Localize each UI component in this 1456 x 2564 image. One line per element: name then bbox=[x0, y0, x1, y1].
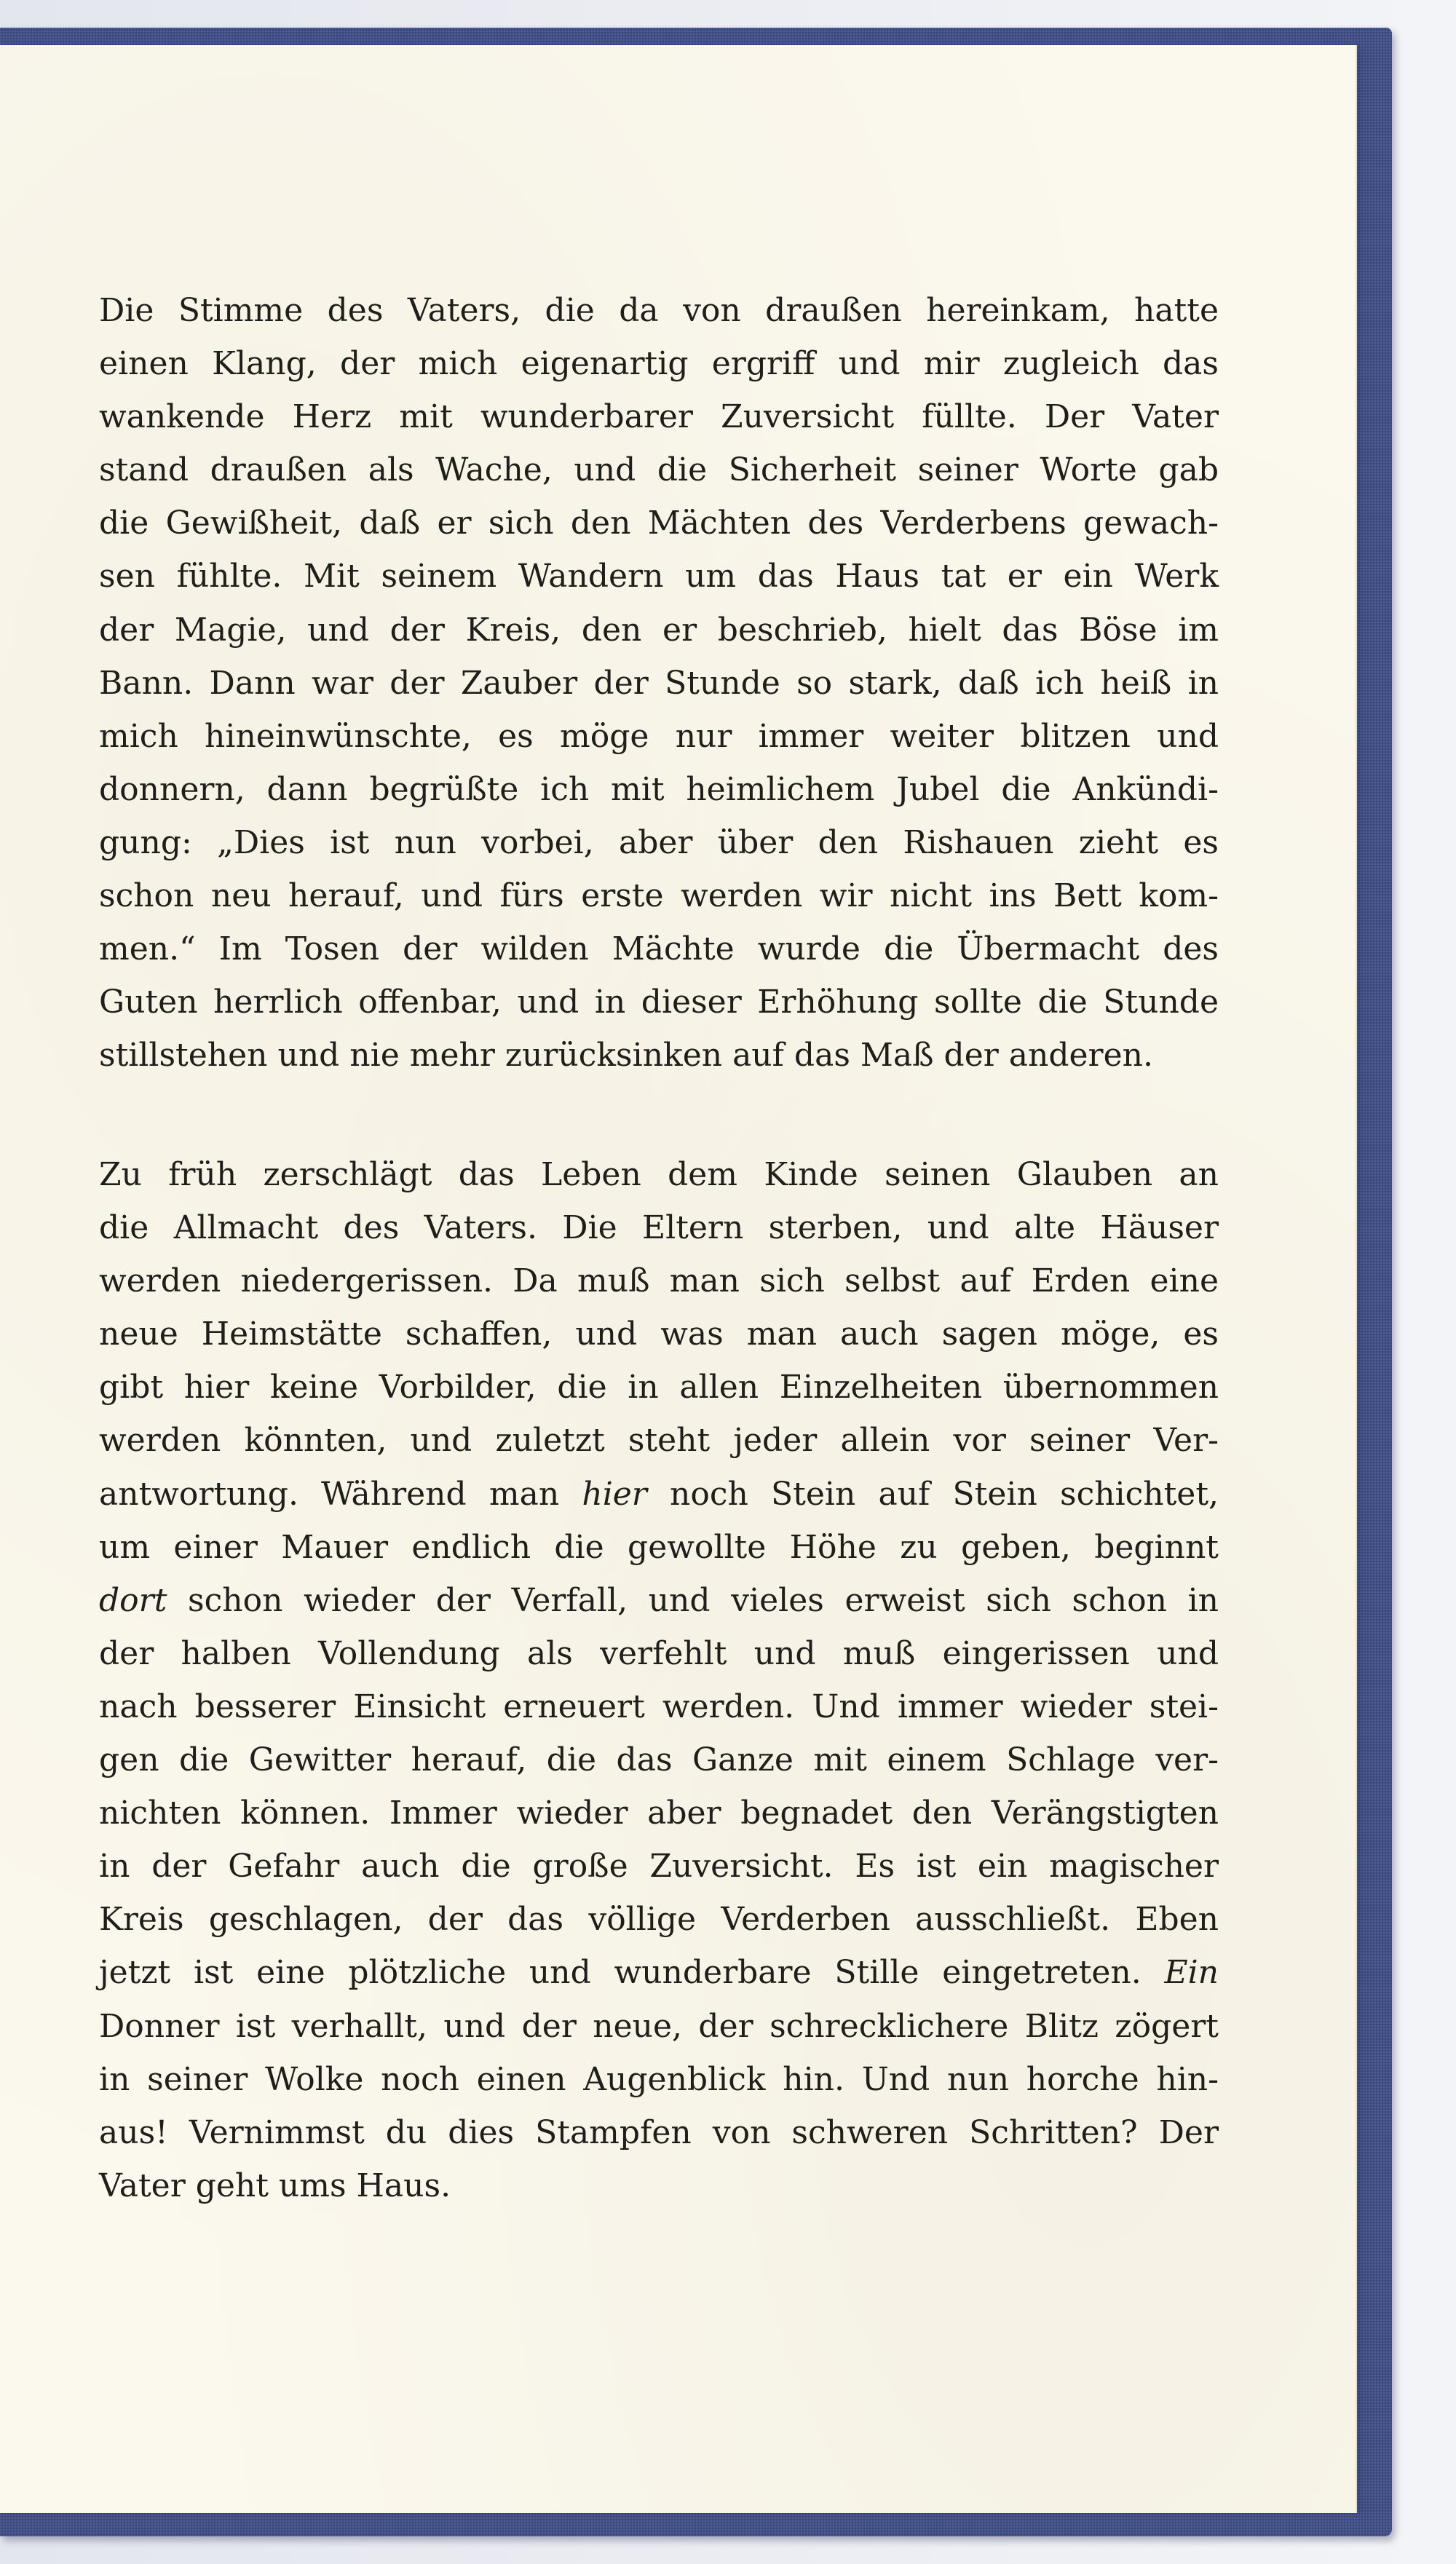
text-line: Kreis geschlagen, der das völlige Verderben ausschließt. Eben bbox=[99, 1901, 1219, 1939]
text-line: Vater geht ums Haus. bbox=[99, 2167, 451, 2204]
emphasis-dort: dort bbox=[99, 1581, 167, 1619]
book-page bbox=[0, 45, 1356, 2513]
text-line: gung: „Dies ist nun vorbei, aber über den Rishauen zieht es bbox=[99, 823, 1219, 861]
text-fragment: jetzt ist eine plötzliche und wunderbare Stille eingetreten. bbox=[99, 1954, 1165, 1992]
text-line: um einer Mauer endlich die gewollte Höhe zu geben, beginnt bbox=[99, 1528, 1219, 1566]
text-line: donnern, dann begrüßte ich mit heimlichem Jubel die Ankündi- bbox=[99, 770, 1219, 808]
text-line: werden niedergerissen. Da muß man sich selbst auf Erden eine bbox=[99, 1262, 1219, 1300]
text-line: in der Gefahr auch die große Zuversicht. Es ist ein magischer bbox=[99, 1848, 1219, 1886]
text-line: wankende Herz mit wunderbarer Zuversicht füllte. Der Vater bbox=[99, 398, 1219, 436]
text-line: Guten herrlich offenbar, und in dieser Erhöhung sollte die Stunde bbox=[99, 984, 1219, 1021]
paragraph-2 bbox=[99, 1148, 1219, 2212]
text-line: Bann. Dann war der Zauber der Stunde so stark, daß ich heiß in bbox=[99, 664, 1219, 702]
text-line: die Allmacht des Vaters. Die Eltern sterben, und alte Häuser bbox=[99, 1209, 1219, 1247]
paragraph-1 bbox=[99, 284, 1219, 1082]
text-line: stand draußen als Wache, und die Sicherheit seiner Worte gab bbox=[99, 451, 1219, 489]
emphasis-ein: Ein bbox=[1164, 1954, 1219, 1992]
text-line: schon neu herauf, und fürs erste werden wir nicht ins Bett kom- bbox=[99, 877, 1219, 915]
text-line: Zu früh zerschlägt das Leben dem Kinde seinen Glauben an bbox=[99, 1156, 1219, 1193]
text-line: der Magie, und der Kreis, den er beschrieb, hielt das Böse im bbox=[99, 611, 1219, 649]
text-line: die Gewißheit, daß er sich den Mächten des Verderbens gewach- bbox=[99, 505, 1219, 542]
text-line bbox=[99, 1946, 1219, 1999]
text-line: aus! Vernimmst du dies Stampfen von schweren Schritten? Der bbox=[99, 2113, 1219, 2151]
text-line: mich hineinwünschte, es möge nur immer weiter blitzen und bbox=[99, 717, 1219, 755]
text-line: nach besserer Einsicht erneuert werden. Und immer wieder stei- bbox=[99, 1687, 1219, 1725]
text-line: stillstehen und nie mehr zurücksinken auf das Maß der anderen. bbox=[99, 1037, 1153, 1075]
text-line: nichten können. Immer wieder aber begnadet den Verängstigten bbox=[99, 1795, 1219, 1832]
text-line: gibt hier keine Vorbilder, die in allen Einzelheiten übernommen bbox=[99, 1369, 1219, 1406]
text-line: neue Heimstätte schaffen, und was man auch sagen möge, es bbox=[99, 1315, 1219, 1353]
text-fragment: noch Stein auf Stein schichtet, bbox=[646, 1475, 1219, 1513]
text-line: der halben Vollendung als verfehlt und muß eingerissen und bbox=[99, 1634, 1219, 1672]
text-line: werden könnten, und zuletzt steht jeder allein vor seiner Ver- bbox=[99, 1422, 1219, 1460]
text-line: in seiner Wolke noch einen Augenblick hin. Und nun horche hin- bbox=[99, 2060, 1219, 2098]
text-line bbox=[99, 1574, 1219, 1627]
text-fragment: antwortung. Während man bbox=[99, 1475, 582, 1513]
text-line: Die Stimme des Vaters, die da von draußen hereinkam, hatte bbox=[99, 292, 1219, 329]
text-fragment: schon wieder der Verfall, und vieles erweist sich schon in bbox=[167, 1581, 1219, 1619]
text-line: einen Klang, der mich eigenartig ergriff und mir zugleich das bbox=[99, 345, 1219, 383]
text-line: sen fühlte. Mit seinem Wandern um das Haus tat er ein Werk bbox=[99, 558, 1219, 596]
text-line: men.“ Im Tosen der wilden Mächte wurde die Übermacht des bbox=[99, 930, 1219, 968]
text-line bbox=[99, 1468, 1219, 1521]
text-line: Donner ist verhallt, und der neue, der schrecklichere Blitz zögert bbox=[99, 2007, 1219, 2045]
emphasis-hier: hier bbox=[582, 1475, 647, 1513]
text-line: gen die Gewitter herauf, die das Ganze mit einem Schlage ver- bbox=[99, 1741, 1219, 1779]
